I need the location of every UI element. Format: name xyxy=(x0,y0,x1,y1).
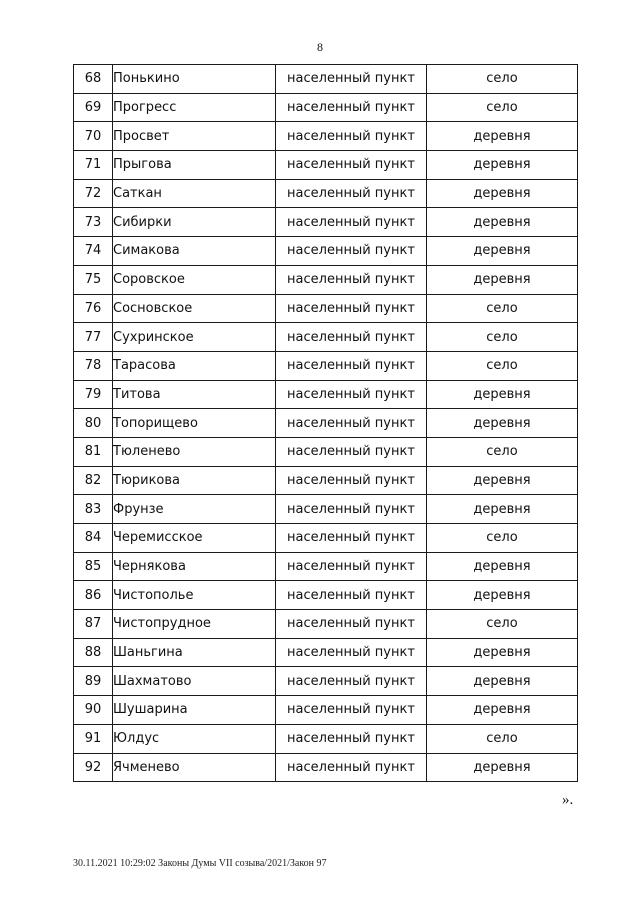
row-number: 79 xyxy=(74,380,113,409)
row-number: 71 xyxy=(74,151,113,180)
settlement-kind: деревня xyxy=(427,122,578,151)
row-number: 88 xyxy=(74,638,113,667)
settlement-type: населенный пункт xyxy=(276,65,427,94)
row-number: 80 xyxy=(74,409,113,438)
table-row xyxy=(74,466,578,495)
table-row xyxy=(74,409,578,438)
settlement-kind: деревня xyxy=(427,581,578,610)
table-row xyxy=(74,724,578,753)
table-row xyxy=(74,667,578,696)
settlement-name: Фрунзе xyxy=(113,495,276,524)
settlement-kind: село xyxy=(427,93,578,122)
settlement-name: Юлдус xyxy=(113,724,276,753)
table-row xyxy=(74,495,578,524)
settlement-name: Саткан xyxy=(113,179,276,208)
settlement-type: населенный пункт xyxy=(276,437,427,466)
settlement-type: населенный пункт xyxy=(276,265,427,294)
settlement-type: населенный пункт xyxy=(276,610,427,639)
settlement-name: Шаньгина xyxy=(113,638,276,667)
settlement-type: населенный пункт xyxy=(276,638,427,667)
settlement-kind: село xyxy=(427,351,578,380)
settlement-name: Тарасова xyxy=(113,351,276,380)
table-row xyxy=(74,351,578,380)
table-row xyxy=(74,122,578,151)
settlement-name: Прыгова xyxy=(113,151,276,180)
row-number: 74 xyxy=(74,237,113,266)
settlement-type: населенный пункт xyxy=(276,351,427,380)
settlement-name: Сухринское xyxy=(113,323,276,352)
settlement-type: населенный пункт xyxy=(276,667,427,696)
table-row xyxy=(74,552,578,581)
settlement-kind: село xyxy=(427,610,578,639)
settlement-type: населенный пункт xyxy=(276,524,427,553)
table-row xyxy=(74,696,578,725)
row-number: 75 xyxy=(74,265,113,294)
table-row xyxy=(74,610,578,639)
table-row xyxy=(74,93,578,122)
settlement-name: Титова xyxy=(113,380,276,409)
settlement-kind: деревня xyxy=(427,552,578,581)
table-row xyxy=(74,524,578,553)
row-number: 83 xyxy=(74,495,113,524)
settlement-name: Ячменево xyxy=(113,753,276,782)
settlement-name: Просвет xyxy=(113,122,276,151)
settlement-kind: деревня xyxy=(427,667,578,696)
settlement-name: Соровское xyxy=(113,265,276,294)
settlement-name: Тюрикова xyxy=(113,466,276,495)
settlement-name: Черемисское xyxy=(113,524,276,553)
table-body xyxy=(74,65,578,782)
settlement-kind: деревня xyxy=(427,151,578,180)
row-number: 86 xyxy=(74,581,113,610)
row-number: 85 xyxy=(74,552,113,581)
settlement-type: населенный пункт xyxy=(276,323,427,352)
row-number: 70 xyxy=(74,122,113,151)
row-number: 89 xyxy=(74,667,113,696)
page-number: 8 xyxy=(317,40,323,54)
footer-stamp: 30.11.2021 10:29:02 Законы Думы VII созыва/2021/Закон 97 xyxy=(73,858,327,869)
settlement-type: населенный пункт xyxy=(276,466,427,495)
settlement-kind: деревня xyxy=(427,409,578,438)
row-number: 78 xyxy=(74,351,113,380)
table-row xyxy=(74,265,578,294)
settlement-type: населенный пункт xyxy=(276,495,427,524)
row-number: 81 xyxy=(74,437,113,466)
settlement-kind: село xyxy=(427,724,578,753)
settlement-type: населенный пункт xyxy=(276,552,427,581)
table-row xyxy=(74,437,578,466)
settlement-kind: деревня xyxy=(427,466,578,495)
row-number: 72 xyxy=(74,179,113,208)
settlement-type: населенный пункт xyxy=(276,724,427,753)
row-number: 92 xyxy=(74,753,113,782)
settlement-name: Тюленево xyxy=(113,437,276,466)
settlement-kind: село xyxy=(427,323,578,352)
table-row xyxy=(74,323,578,352)
row-number: 76 xyxy=(74,294,113,323)
row-number: 77 xyxy=(74,323,113,352)
row-number: 91 xyxy=(74,724,113,753)
settlement-kind: деревня xyxy=(427,753,578,782)
table-row xyxy=(74,753,578,782)
settlement-kind: деревня xyxy=(427,179,578,208)
table-row xyxy=(74,294,578,323)
settlement-kind: деревня xyxy=(427,495,578,524)
settlements-table xyxy=(73,64,578,782)
settlement-kind: село xyxy=(427,65,578,94)
closing-quote: ». xyxy=(562,792,574,808)
settlement-kind: деревня xyxy=(427,208,578,237)
settlement-kind: село xyxy=(427,437,578,466)
settlement-kind: деревня xyxy=(427,696,578,725)
row-number: 90 xyxy=(74,696,113,725)
settlement-name: Топорищево xyxy=(113,409,276,438)
table-row xyxy=(74,208,578,237)
row-number: 68 xyxy=(74,65,113,94)
settlement-type: населенный пункт xyxy=(276,696,427,725)
row-number: 87 xyxy=(74,610,113,639)
settlement-name: Шахматово xyxy=(113,667,276,696)
settlement-kind: деревня xyxy=(427,380,578,409)
settlement-kind: село xyxy=(427,524,578,553)
settlement-name: Чистополье xyxy=(113,581,276,610)
settlement-name: Чернякова xyxy=(113,552,276,581)
settlement-type: населенный пункт xyxy=(276,409,427,438)
row-number: 82 xyxy=(74,466,113,495)
row-number: 73 xyxy=(74,208,113,237)
settlement-name: Сибирки xyxy=(113,208,276,237)
table-row xyxy=(74,638,578,667)
settlement-name: Прогресс xyxy=(113,93,276,122)
row-number: 69 xyxy=(74,93,113,122)
settlement-type: населенный пункт xyxy=(276,93,427,122)
settlement-kind: деревня xyxy=(427,638,578,667)
settlement-name: Шушарина xyxy=(113,696,276,725)
settlement-type: населенный пункт xyxy=(276,151,427,180)
table-row xyxy=(74,237,578,266)
table-row xyxy=(74,65,578,94)
row-number: 84 xyxy=(74,524,113,553)
settlement-name: Симакова xyxy=(113,237,276,266)
settlement-type: населенный пункт xyxy=(276,208,427,237)
table-row xyxy=(74,151,578,180)
settlement-type: населенный пункт xyxy=(276,122,427,151)
settlement-type: населенный пункт xyxy=(276,179,427,208)
settlement-name: Сосновское xyxy=(113,294,276,323)
settlement-type: населенный пункт xyxy=(276,753,427,782)
table-row xyxy=(74,581,578,610)
settlement-kind: деревня xyxy=(427,237,578,266)
table-row xyxy=(74,380,578,409)
settlement-name: Чистопрудное xyxy=(113,610,276,639)
settlement-type: населенный пункт xyxy=(276,380,427,409)
settlement-type: населенный пункт xyxy=(276,294,427,323)
settlement-kind: деревня xyxy=(427,265,578,294)
settlement-name: Понькино xyxy=(113,65,276,94)
settlement-type: населенный пункт xyxy=(276,237,427,266)
settlement-type: населенный пункт xyxy=(276,581,427,610)
table-row xyxy=(74,179,578,208)
settlement-kind: село xyxy=(427,294,578,323)
